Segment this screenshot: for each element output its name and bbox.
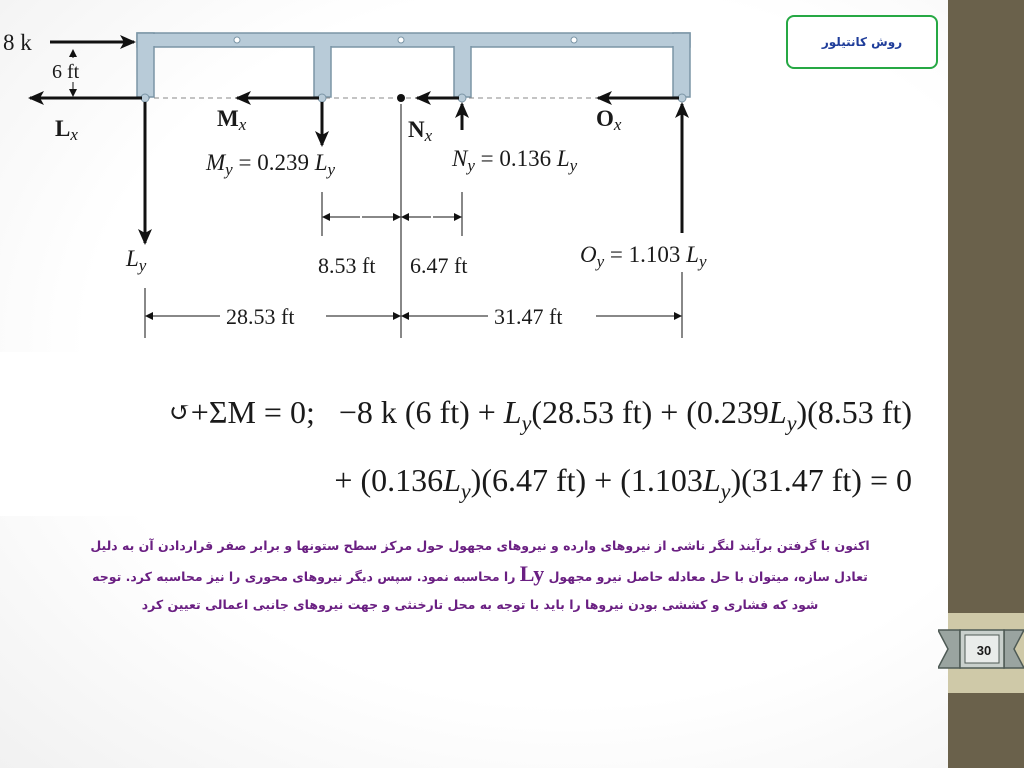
load-label: 8 k (3, 30, 32, 55)
height-label: 6 ft (52, 61, 80, 83)
Ox-label: Ox (596, 106, 622, 134)
Oy-label: $O_y = 1.103$ $L_y$ (580, 242, 707, 271)
Mx-label: Mx (217, 106, 247, 134)
portal-frame (137, 33, 690, 97)
equation-line-2: + $(0.136L_y)(6.47$ $ft) + (1.103L_y)(31.47$ ft) = 0 (334, 462, 912, 504)
page-number: 30 (976, 642, 992, 658)
dim-28-53: 28.53 ft (226, 304, 295, 329)
equation-line-1: ↺+ΣM = 0; −8 k (6 $ft) + L_y(28.53$ $ft) + (0.239L_y)(8.53$ ft) (168, 394, 912, 436)
moment-equation (0, 352, 948, 516)
eq-term-2: (28.53 ft) + (0.239 (531, 394, 769, 430)
eq-term-6: )(31.47 ft) = 0 (730, 462, 912, 498)
eq-term-1: −8 k (6 ft) + (338, 394, 504, 430)
dim-8-53: 8.53 ft (318, 253, 376, 278)
dim-6-47: 6.47 ft (410, 253, 468, 278)
slide-title: روش کانتیلور (821, 35, 903, 49)
My-label: $M_y = 0.239$ $L_y$ (206, 150, 336, 179)
Nx-label: Nx (408, 117, 433, 145)
ly-variable: Ly (519, 561, 545, 586)
sum-term: +ΣM = 0; (190, 394, 315, 430)
Ly-label: $L_y$ (126, 246, 147, 275)
Ny-label: $N_y = 0.136$ $L_y$ (452, 146, 578, 175)
dim-31-47: 31.47 ft (494, 304, 563, 329)
eq-term-3: )(8.53 ft) (796, 394, 912, 430)
eq-term-5: )(6.47 ft) + (1.103 (470, 462, 703, 498)
eq-term-4: + (0.136 (334, 462, 444, 498)
counterclockwise-icon: ↺ (168, 398, 191, 427)
explanation-paragraph: اکنون با گرفتن برآیند لنگر ناشی از نیروهای وارده و نیروهای مجهول حول مرکز سطح ستونها و برابر صفر قراردادن آن به دلیل تعادل سازه، میتوان با حل معادله حاصل نیرو مجهول Ly را محاسبه نمود. سپس دیگر نیروهای محوری را نیز محاسبه کرد. توجه شود که فشاری و کششی بودن نیروها را باید با توجه به محل تارخنثی و جهت نیروهای جانبی اعمالی تعیین کرد (90, 538, 870, 612)
centroid-point (397, 94, 405, 102)
title-box (786, 15, 938, 69)
Lx-label: Lx (55, 116, 78, 144)
